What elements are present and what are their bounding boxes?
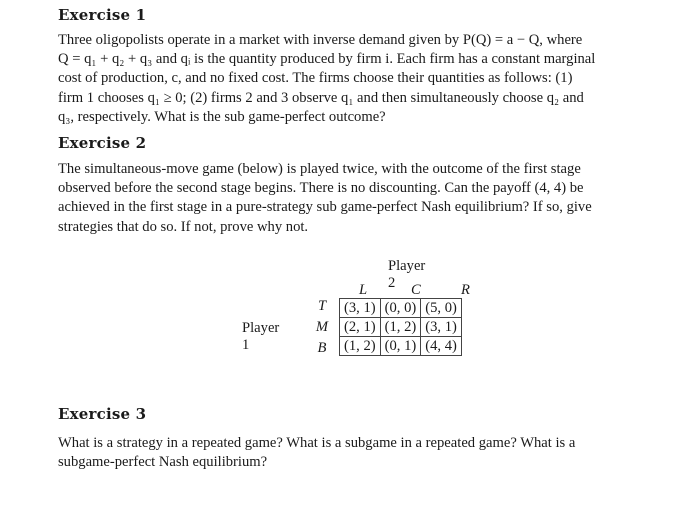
row-label-t: T bbox=[317, 298, 327, 314]
table-row bbox=[340, 318, 462, 337]
player-2-label: Player 2 bbox=[388, 258, 426, 291]
exercise-1-heading: Exercise 1 bbox=[58, 6, 147, 24]
payoff-cell-b-l: (1, 2) bbox=[340, 337, 381, 356]
payoff-table bbox=[339, 298, 462, 356]
row-label-m: M bbox=[315, 319, 329, 335]
text-line: firm 1 chooses q₁ ≥ 0; (2) firms 2 and 3 observe q₁ and then simultaneously choose q₂ and bbox=[58, 89, 584, 106]
exercise-2-text bbox=[58, 160, 676, 237]
column-label-l: L bbox=[359, 282, 368, 298]
text-line: Three oligopolists operate in a market with inverse demand given by P(Q) = a − Q, where bbox=[58, 32, 583, 48]
exercise-3-heading: Exercise 3 bbox=[58, 405, 147, 423]
exercise-2-heading: Exercise 2 bbox=[58, 134, 147, 152]
text-line: subgame-perfect Nash equilibrium? bbox=[58, 454, 268, 471]
text-line: strategies that do so. If not, prove why not. bbox=[58, 218, 309, 235]
text-line: cost of production, c, and no fixed cost. The firms choose their quantities as follows: (1) bbox=[58, 70, 573, 87]
text-line: q₃, respectively. What is the sub game-perfect outcome? bbox=[58, 108, 386, 125]
table-row bbox=[340, 299, 462, 318]
payoff-cell-b-r: (4, 4) bbox=[421, 337, 462, 356]
row-label-b: B bbox=[317, 340, 327, 356]
payoff-cell-t-c: (0, 0) bbox=[380, 299, 421, 318]
player-1-label: Player 1 bbox=[242, 320, 280, 353]
payoff-cell-b-c: (0, 1) bbox=[380, 337, 421, 356]
payoff-cell-t-l: (3, 1) bbox=[340, 299, 381, 318]
column-label-r: R bbox=[461, 282, 470, 298]
column-label-c: C bbox=[411, 282, 421, 298]
payoff-cell-t-r: (5, 0) bbox=[421, 299, 462, 318]
table-row bbox=[340, 337, 462, 356]
text-line: The simultaneous-move game (below) is played twice, with the outcome of the first stage bbox=[58, 161, 581, 177]
payoff-cell-m-c: (1, 2) bbox=[380, 318, 421, 337]
text-line: Q = q₁ + q₂ + q₃ and qᵢ is the quantity produced by firm i. Each firm has a constant marginal bbox=[58, 51, 596, 68]
payoff-cell-m-l: (2, 1) bbox=[340, 318, 381, 337]
payoff-cell-m-r: (3, 1) bbox=[421, 318, 462, 337]
text-line: What is a strategy in a repeated game? What is a subgame in a repeated game? What is a bbox=[58, 435, 576, 451]
exercise-1-text bbox=[58, 31, 676, 127]
text-line: achieved in the first stage in a pure-strategy sub game-perfect Nash equilibrium? If so, give bbox=[58, 199, 592, 216]
exercise-3-text bbox=[58, 434, 676, 472]
text-line: observed before the second stage begins. There is no discounting. Can the payoff (4, 4) be bbox=[58, 180, 584, 197]
